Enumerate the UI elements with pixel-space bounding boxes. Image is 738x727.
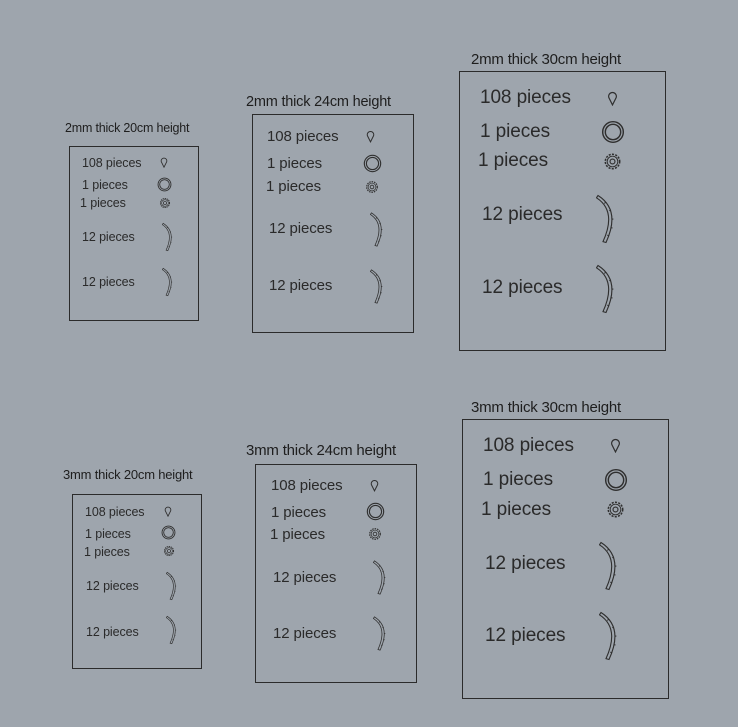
panel-title: 3mm thick 30cm height bbox=[471, 399, 622, 416]
piece-count-label: 12 pieces bbox=[485, 553, 566, 574]
piece-count-label: 12 pieces bbox=[86, 625, 139, 639]
curved-arc-icon bbox=[373, 554, 390, 601]
panel-title: 3mm thick 24cm height bbox=[246, 442, 397, 459]
ring-icon bbox=[157, 177, 172, 192]
curved-arc-icon bbox=[162, 264, 176, 300]
curved-arc-icon bbox=[370, 206, 387, 253]
piece-count-label: 12 pieces bbox=[273, 569, 337, 586]
sheet-outline bbox=[252, 114, 414, 333]
gear-ring-icon bbox=[603, 152, 622, 171]
teardrop-icon bbox=[160, 157, 168, 168]
curved-arc-icon bbox=[370, 263, 387, 310]
panel-title: 2mm thick 30cm height bbox=[471, 51, 622, 68]
curved-arc-icon bbox=[162, 219, 176, 255]
piece-count-label: 1 pieces bbox=[480, 121, 550, 142]
piece-count-label: 12 pieces bbox=[82, 230, 135, 244]
piece-count-label: 1 pieces bbox=[478, 150, 548, 171]
piece-count-label: 1 pieces bbox=[85, 527, 131, 541]
panel-title: 2mm thick 20cm height bbox=[65, 121, 190, 135]
piece-count-label: 12 pieces bbox=[482, 277, 563, 298]
piece-count-label: 12 pieces bbox=[269, 277, 333, 294]
piece-count-label: 1 pieces bbox=[267, 155, 323, 172]
curved-arc-icon bbox=[596, 189, 620, 249]
ring-icon bbox=[161, 525, 176, 540]
sheet-outline bbox=[459, 71, 666, 351]
curved-arc-icon bbox=[166, 568, 180, 604]
piece-count-label: 12 pieces bbox=[82, 275, 135, 289]
piece-count-label: 108 pieces bbox=[267, 128, 339, 145]
piece-count-label: 1 pieces bbox=[80, 196, 126, 210]
piece-count-label: 1 pieces bbox=[483, 469, 553, 490]
panel-title: 3mm thick 20cm height bbox=[63, 467, 193, 482]
gear-ring-icon bbox=[159, 197, 171, 209]
ring-icon bbox=[604, 468, 628, 492]
teardrop-icon bbox=[607, 91, 618, 106]
piece-count-label: 12 pieces bbox=[485, 625, 566, 646]
sheet-outline bbox=[255, 464, 417, 683]
teardrop-icon bbox=[366, 130, 375, 143]
piece-count-label: 108 pieces bbox=[85, 505, 145, 519]
piece-count-label: 1 pieces bbox=[82, 178, 128, 192]
curved-arc-icon bbox=[166, 612, 180, 648]
piece-count-label: 12 pieces bbox=[269, 220, 333, 237]
teardrop-icon bbox=[370, 479, 379, 492]
sheet-outline bbox=[72, 494, 202, 669]
panel-title: 2mm thick 24cm height bbox=[246, 94, 391, 110]
piece-count-label: 108 pieces bbox=[271, 477, 343, 494]
piece-count-label: 12 pieces bbox=[482, 204, 563, 225]
piece-count-label: 1 pieces bbox=[271, 504, 327, 521]
piece-count-label: 1 pieces bbox=[481, 499, 551, 520]
ring-icon bbox=[601, 120, 625, 144]
ring-icon bbox=[363, 154, 382, 173]
ring-icon bbox=[366, 502, 385, 521]
curved-arc-icon bbox=[599, 606, 623, 666]
sheet-outline bbox=[462, 419, 669, 699]
gear-ring-icon bbox=[163, 545, 175, 557]
piece-count-label: 108 pieces bbox=[480, 87, 571, 108]
gear-ring-icon bbox=[365, 180, 379, 194]
piece-count-label: 108 pieces bbox=[483, 435, 574, 456]
curved-arc-icon bbox=[599, 536, 623, 596]
gear-ring-icon bbox=[606, 500, 625, 519]
piece-count-label: 1 pieces bbox=[266, 178, 322, 195]
curved-arc-icon bbox=[596, 259, 620, 319]
piece-count-label: 108 pieces bbox=[82, 156, 142, 170]
piece-count-label: 12 pieces bbox=[86, 579, 139, 593]
piece-count-label: 12 pieces bbox=[273, 625, 337, 642]
teardrop-icon bbox=[164, 506, 172, 517]
teardrop-icon bbox=[610, 438, 621, 453]
curved-arc-icon bbox=[373, 610, 390, 657]
gear-ring-icon bbox=[368, 527, 382, 541]
sheet-outline bbox=[69, 146, 199, 321]
piece-count-label: 1 pieces bbox=[84, 545, 130, 559]
piece-count-label: 1 pieces bbox=[270, 526, 326, 543]
